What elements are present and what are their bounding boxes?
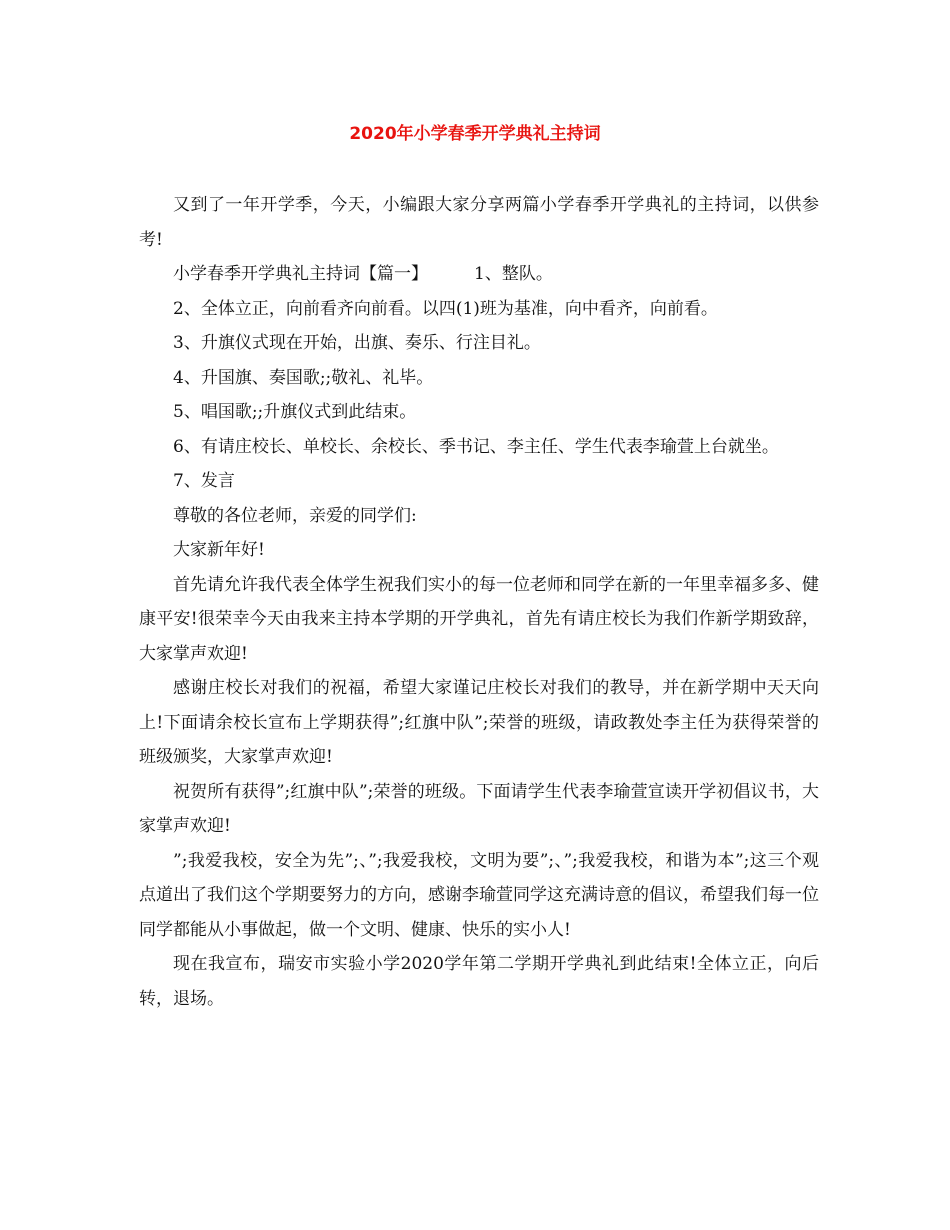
step-6: 6、有请庄校长、单校长、余校长、季书记、李主任、学生代表李瑜萱上台就坐。: [173, 436, 779, 457]
step-5: 5、唱国歌;;升旗仪式到此结束。: [173, 402, 417, 422]
section-heading-line: [139, 257, 819, 292]
speech-paragraph-4: ”;我爱我校，安全为先”;、”;我爱我校，文明为要”;、”;我爱我校，和谐为本”;这三个观点道出了我们这个学期要努力的方向，感谢李瑜萱同学这充满诗意的倡议，希望我们每一位同学都能从小事做起，做一个文明、健康、快乐的实小人!: [139, 850, 819, 940]
document-body: [139, 188, 819, 1016]
speech-paragraph-3: 祝贺所有获得”;红旗中队”;荣誉的班级。下面请学生代表李瑜萱宣读开学初倡议书，大家掌声欢迎!: [139, 781, 819, 836]
greeting: 大家新年好!: [173, 540, 265, 560]
speech-paragraph-2: 感谢庄校长对我们的祝福，希望大家谨记庄校长对我们的教导，并在新学期中天天向上!下面请余校长宣布上学期获得”;红旗中队”;荣誉的班级，请政教处李主任为获得荣誉的班级颁奖，大家掌声欢迎!: [139, 678, 819, 767]
section-heading: 小学春季开学典礼主持词【篇一】: [173, 264, 428, 284]
document-title: 2020年小学春季开学典礼主持词: [349, 124, 601, 144]
closing-paragraph: 现在我宣布，瑞安市实验小学2020学年第二学期开学典礼到此结束!全体立正，向后转，退场。: [139, 954, 819, 1009]
step-3: 3、升旗仪式现在开始，出旗、奏乐、行注目礼。: [173, 333, 541, 353]
intro-paragraph: 又到了一年开学季，今天，小编跟大家分享两篇小学春季开学典礼的主持词，以供参考!: [139, 195, 819, 250]
step-7: 7、发言: [173, 471, 235, 491]
salutation: 尊敬的各位老师，亲爱的同学们:: [173, 505, 417, 526]
step-2: 2、全体立正，向前看齐向前看。以四(1)班为基准，向中看齐，向前看。: [173, 298, 718, 319]
speech-paragraph-1: 首先请允许我代表全体学生祝我们实小的每一位老师和同学在新的一年里幸福多多、健康平安!很荣幸今天由我来主持本学期的开学典礼，首先有请庄校长为我们作新学期致辞，大家掌声欢迎!: [139, 574, 819, 664]
step-1: 1、整队。: [474, 264, 553, 284]
step-4: 4、升国旗、奏国歌;;敬礼、礼毕。: [173, 367, 434, 388]
